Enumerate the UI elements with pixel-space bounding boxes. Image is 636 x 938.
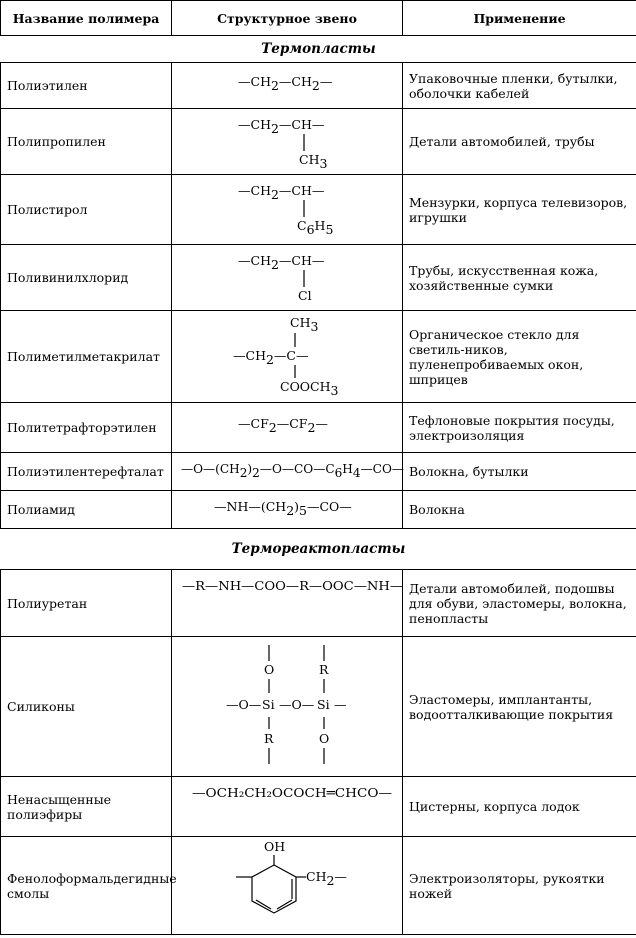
svg-text:O: O (319, 731, 330, 746)
polymer-use: Волокна (403, 491, 636, 529)
polymer-use: Трубы, искусственная кожа, хозяйственные сумки (403, 245, 636, 311)
polymer-name: Полиэтилентерефталат (1, 453, 172, 491)
structure-formula (172, 777, 403, 837)
structure-formula (172, 453, 406, 491)
svg-text:Si: Si (262, 697, 275, 712)
structure-formula (172, 837, 403, 935)
table-row (1, 637, 636, 777)
formula-pvc (178, 245, 407, 307)
section-thermosets: Термореактопласты (1, 529, 636, 570)
formula-polyethylene (178, 64, 407, 104)
polymer-use: Волокна, бутылки (403, 453, 636, 491)
svg-text:—R—NH—COO—R—OOC—NH—: —R—NH—COO—R—OOC—NH— (182, 578, 403, 593)
svg-text:—CF2—CF2—: —CF2—CF2— (238, 416, 328, 435)
svg-text:CH2—: CH2— (306, 869, 347, 888)
col-header-use: Применение (403, 1, 636, 36)
polymer-use: Органическое стекло для светиль-ников, пуленепробиваемых окон, шприцев (403, 311, 636, 403)
polymer-use: Упаковочные пленки, бутылки, оболочки кабелей (403, 63, 636, 109)
structure-formula (172, 63, 403, 109)
formula-phenol-formaldehyde (178, 837, 407, 931)
formula-polystyrene (178, 175, 407, 241)
svg-text:—CH2—C—: —CH2—C— (233, 348, 309, 367)
polymer-use: Электроизоляторы, рукоятки ножей (403, 837, 636, 935)
col-header-structure: Структурное звено (172, 1, 403, 36)
structure-formula (172, 570, 403, 637)
table-row (1, 63, 636, 109)
svg-text:—CH2—CH—: —CH2—CH— (238, 183, 325, 202)
svg-text:—: — (334, 697, 347, 712)
polymer-name: Полиуретан (1, 570, 172, 637)
polymer-name: Полиэтилен (1, 63, 172, 109)
svg-text:C6H5: C6H5 (297, 218, 334, 237)
structure-formula (172, 311, 403, 403)
svg-text:R: R (264, 731, 274, 746)
svg-text:CH3: CH3 (299, 152, 328, 171)
polymer-name: Ненасыщенные полиэфиры (1, 777, 172, 837)
polymer-use: Эластомеры, имплантанты, водоотталкивающие покрытия (403, 637, 636, 777)
polymer-name: Полиметилметакрилат (1, 311, 172, 403)
polymer-name: Полиамид (1, 491, 172, 529)
structure-formula (172, 109, 403, 175)
col-header-name: Название полимера (1, 1, 172, 36)
table-row (1, 403, 636, 453)
polymer-name: Политетрафторэтилен (1, 403, 172, 453)
polymer-use: Детали автомобилей, подошвы для обуви, эластомеры, волокна, пенопласты (403, 570, 636, 637)
table-row (1, 777, 636, 837)
table-row (1, 311, 636, 403)
formula-polyamide (178, 491, 407, 525)
formula-pmma (178, 311, 407, 399)
section-row (1, 36, 636, 63)
formula-silicones (178, 637, 407, 773)
svg-text:Cl: Cl (298, 288, 312, 303)
svg-text:—O—(CH2)2—O—CO—C6H4—CO—: —O—(CH2)2—O—CO—C6H4—CO— (181, 461, 406, 480)
polymer-name: Полистирол (1, 175, 172, 245)
svg-text:CH3: CH3 (290, 315, 319, 334)
svg-text:Si: Si (317, 697, 330, 712)
header-row (1, 1, 636, 36)
polymer-use: Мензурки, корпуса телевизоров, игрушки (403, 175, 636, 245)
formula-polypropylene (178, 109, 407, 171)
svg-text:COOCH3: COOCH3 (280, 379, 339, 398)
svg-text:—CH2—CH—: —CH2—CH— (238, 117, 325, 136)
structure-formula (172, 491, 403, 529)
formula-pet (178, 453, 407, 487)
section-thermoplastics: Термопласты (1, 36, 636, 63)
polymer-use: Тефлоновые покрытия посуды, электроизоляция (403, 403, 636, 453)
svg-text:—O—: —O— (226, 697, 262, 712)
svg-text:—O—: —O— (279, 697, 315, 712)
table-row (1, 837, 636, 935)
svg-text:OH: OH (264, 839, 286, 854)
table-row (1, 491, 636, 529)
table-row (1, 175, 636, 245)
svg-text:—OCH₂CH₂OCOCH═CHCO—: —OCH₂CH₂OCOCH═CHCO— (192, 785, 392, 800)
table-row (1, 109, 636, 175)
formula-ptfe (178, 404, 407, 448)
formula-unsaturated-polyesters (178, 777, 407, 807)
svg-text:—CH2—CH2—: —CH2—CH2— (238, 74, 333, 93)
polymer-use: Цистерны, корпуса лодок (403, 777, 636, 837)
structure-formula (172, 403, 403, 453)
table-row (1, 453, 636, 491)
polymer-name: Поливинилхлорид (1, 245, 172, 311)
polymer-name: Силиконы (1, 637, 172, 777)
structure-formula (172, 245, 403, 311)
structure-formula (172, 175, 403, 245)
polymer-name: Фенолоформальдегидные смолы (1, 837, 172, 935)
section-row (1, 529, 636, 570)
structure-formula (172, 637, 403, 777)
polymer-use: Детали автомобилей, трубы (403, 109, 636, 175)
svg-text:—NH—(CH2)5—CO—: —NH—(CH2)5—CO— (214, 499, 352, 518)
polymer-name: Полипропилен (1, 109, 172, 175)
svg-text:—CH2—CH—: —CH2—CH— (238, 253, 325, 272)
svg-text:O: O (264, 662, 275, 677)
table-row (1, 245, 636, 311)
formula-polyurethane (178, 570, 407, 600)
svg-text:R: R (319, 662, 329, 677)
table-row (1, 570, 636, 637)
